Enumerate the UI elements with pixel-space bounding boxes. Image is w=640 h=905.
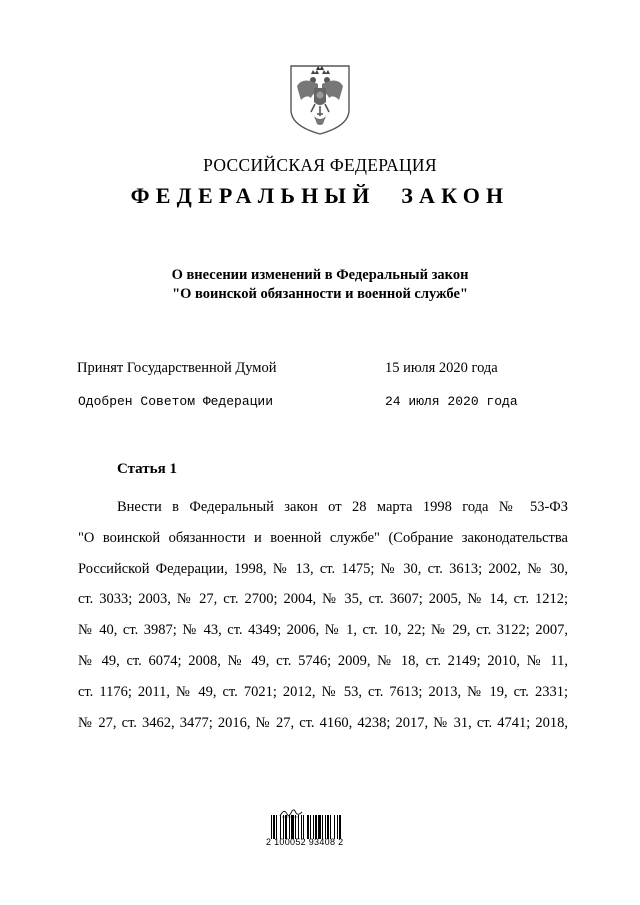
law-title-line: О внесении изменений в Федеральный закон [171,267,469,283]
document-type: ФЕДЕРАЛЬНЫЙ ЗАКОН [130,183,510,208]
body-line: Внести в Федеральный закон от 28 марта 1998 года № 53-ФЗ [117,499,568,515]
body-line: "О воинской обязанности и военной службе" (Собрание законодательства [78,529,568,546]
council-date: 24 июля 2020 года [385,394,518,409]
barcode-number: 2 100052 93408 2 [266,837,344,847]
country-name: РОССИЙСКАЯ ФЕДЕРАЦИЯ [203,155,437,175]
article-body [78,492,568,738]
body-line: ст. 1176; 2011, № 49, ст. 7021; 2012, № 53, ст. 7613; 2013, № 19, ст. 2331; [78,683,568,700]
council-label: Одобрен Советом Федерации [78,394,274,409]
body-line: № 49, ст. 6074; 2008, № 49, ст. 5746; 2009, № 18, ст. 2149; 2010, № 11, [78,652,568,669]
coat-of-arms-icon [289,64,351,136]
body-line: ст. 3033; 2003, № 27, ст. 2700; 2004, № 35, ст. 3607; 2005, № 14, ст. 1212; [78,591,568,608]
body-line: Российской Федерации, 1998, № 13, ст. 1475; № 30, ст. 3613; 2002, № 30, [78,560,568,577]
duma-date: 15 июля 2020 года [385,360,498,376]
body-line: № 40, ст. 3987; № 43, ст. 4349; 2006, № 1, ст. 10, 22; № 29, ст. 3122; 2007, [78,622,568,639]
duma-label: Принят Государственной Думой [77,360,277,376]
law-title-line: "О воинской обязанности и военной службе" [172,286,468,302]
article-heading: Статья 1 [117,461,177,477]
law-title [0,266,640,304]
body-line: № 27, ст. 3462, 3477; 2016, № 27, ст. 4160, 4238; 2017, № 31, ст. 4741; 2018, [78,714,568,731]
